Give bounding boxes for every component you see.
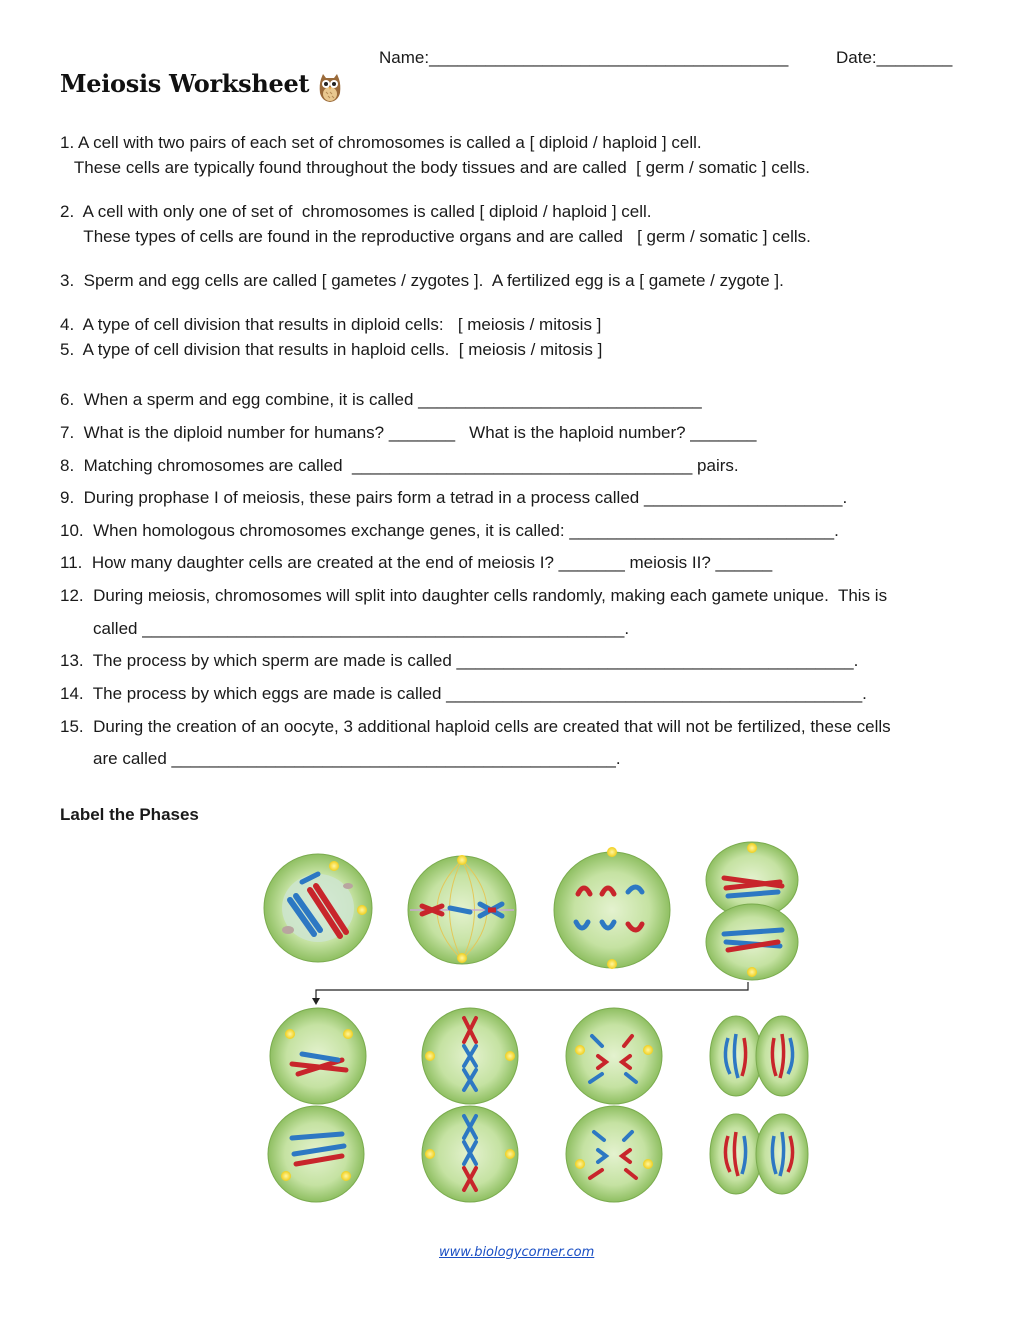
question-6: 6. When a sperm and egg combine, it is called ______________________________ [60, 390, 702, 409]
question-4: 4. A type of cell division that results in diploid cells: [ meiosis / mitosis ] [60, 315, 602, 334]
question-10: 10. When homologous chromosomes exchange genes, it is called: ____________________________. [60, 521, 839, 540]
question-15-line-1: 15. During the creation of an oocyte, 3 additional haploid cells are created that will not be fertilized, these cells [60, 717, 891, 736]
question-8: 8. Matching chromosomes are called ____________________________________ pairs. [60, 456, 739, 475]
connector-arrow [316, 982, 748, 1000]
cell-anaphase-1 [554, 847, 670, 969]
question-14: 14. The process by which eggs are made is called ____________________________________________. [60, 684, 867, 703]
cell-prophase-2-top [270, 1008, 366, 1104]
owl-icon [318, 73, 342, 103]
cell-telophase-1 [706, 842, 798, 980]
question-5: 5. A type of cell division that results in haploid cells. [ meiosis / mitosis ] [60, 340, 603, 359]
question-3: 3. Sperm and egg cells are called [ gametes / zygotes ]. A fertilized egg is a [ gamete / zygote ]. [60, 271, 784, 290]
question-9: 9. During prophase I of meiosis, these pairs form a tetrad in a process called _____________________. [60, 488, 848, 507]
question-12-line-1: 12. During meiosis, chromosomes will split into daughter cells randomly, making each gamete unique. This is [60, 586, 888, 605]
question-1-line-2: These cells are typically found throughout the body tissues and are called [ germ / somatic ] cells. [60, 158, 810, 177]
cell-anaphase-2-top [566, 1008, 662, 1104]
question-13: 13. The process by which sperm are made is called __________________________________________. [60, 651, 859, 670]
cell-prophase-1 [264, 854, 372, 962]
cell-telophase-2-bottom [710, 1114, 808, 1194]
section-heading: Label the Phases [60, 805, 199, 824]
footer-link[interactable]: www.biologycorner.com [439, 1245, 595, 1260]
date-field[interactable]: Date:________ [836, 48, 953, 67]
question-1-line-1: 1. A cell with two pairs of each set of chromosomes is called a [ diploid / haploid ] cell. [60, 133, 702, 152]
cell-metaphase-1 [408, 855, 516, 964]
question-15-line-2: are called _______________________________________________. [60, 749, 621, 768]
question-2-line-2: These types of cells are found in the reproductive organs and are called [ germ / somatic ] cells. [60, 227, 811, 246]
cell-metaphase-2-top [422, 1008, 518, 1104]
name-field[interactable]: Name:______________________________________ [379, 48, 789, 67]
meiosis-phase-diagram [262, 838, 814, 1206]
cell-anaphase-2-bottom [566, 1106, 662, 1202]
question-12-line-2: called ___________________________________________________. [60, 619, 630, 638]
cell-telophase-2-top [710, 1016, 808, 1096]
cell-prophase-2-bottom [268, 1106, 364, 1202]
question-2-line-1: 2. A cell with only one of set of chromosomes is called [ diploid / haploid ] cell. [60, 202, 652, 221]
question-11: 11. How many daughter cells are created at the end of meiosis I? _______ meiosis II? ______ [60, 553, 773, 572]
page-title: Meiosis Worksheet [60, 69, 310, 98]
cell-metaphase-2-bottom [422, 1106, 518, 1202]
question-7: 7. What is the diploid number for humans? _______ What is the haploid number? _______ [60, 423, 757, 442]
